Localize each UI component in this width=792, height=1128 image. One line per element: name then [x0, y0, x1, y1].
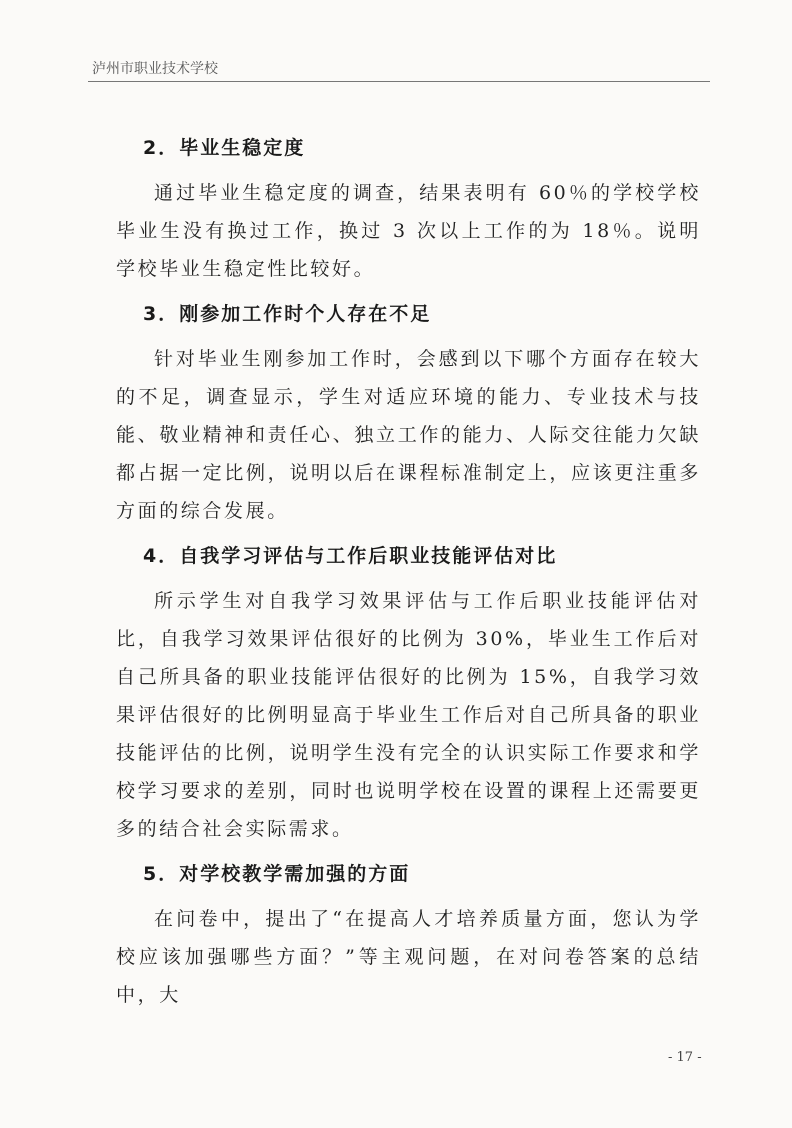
section-heading-2: 2．毕业生稳定度 — [143, 137, 306, 159]
section-paragraph-5: 在问卷中，提出了“在提高人才培养质量方面，您认为学校应该加强哪些方面？”等主观问题，在对问卷答案的总结中，大 — [116, 908, 701, 1006]
header-divider — [88, 81, 710, 82]
section-paragraph-3: 针对毕业生刚参加工作时，会感到以下哪个方面存在较大的不足，调查显示，学生对适应环境的能力、专业技术与技能、敬业精神和责任心、独立工作的能力、人际交往能力欠缺都占据一定比例，说明以后在课程标准制定上，应该更注重多方面的综合发展。 — [116, 348, 701, 522]
section-heading-5: 5．对学校教学需加强的方面 — [143, 863, 411, 885]
section-heading-4: 4．自我学习评估与工作后职业技能评估对比 — [143, 545, 558, 567]
section-paragraph-2: 通过毕业生稳定度的调查，结果表明有 60％的学校学校毕业生没有换过工作，换过 3 次以上工作的为 18％。说明学校毕业生稳定性比较好。 — [116, 182, 701, 280]
page-number: - 17 - — [668, 1050, 702, 1065]
section-paragraph-4: 所示学生对自我学习效果评估与工作后职业技能评估对比，自我学习效果评估很好的比例为 30%，毕业生工作后对自己所具备的职业技能评估很好的比例为 15%，自我学习效果评估很好的比例明显高于毕业生工作后对自己所具备的职业技能评估的比例，说明学生没有完全的认识实际工作要求和学校学习要求的差别，同时也说明学校在设置的课程上还需要更多的结合社会实际需求。 — [116, 590, 701, 840]
section-heading-3: 3．刚参加工作时个人存在不足 — [143, 303, 432, 325]
document-header: 泸州市职业技术学校 — [92, 61, 218, 77]
document-body — [116, 128, 701, 1020]
